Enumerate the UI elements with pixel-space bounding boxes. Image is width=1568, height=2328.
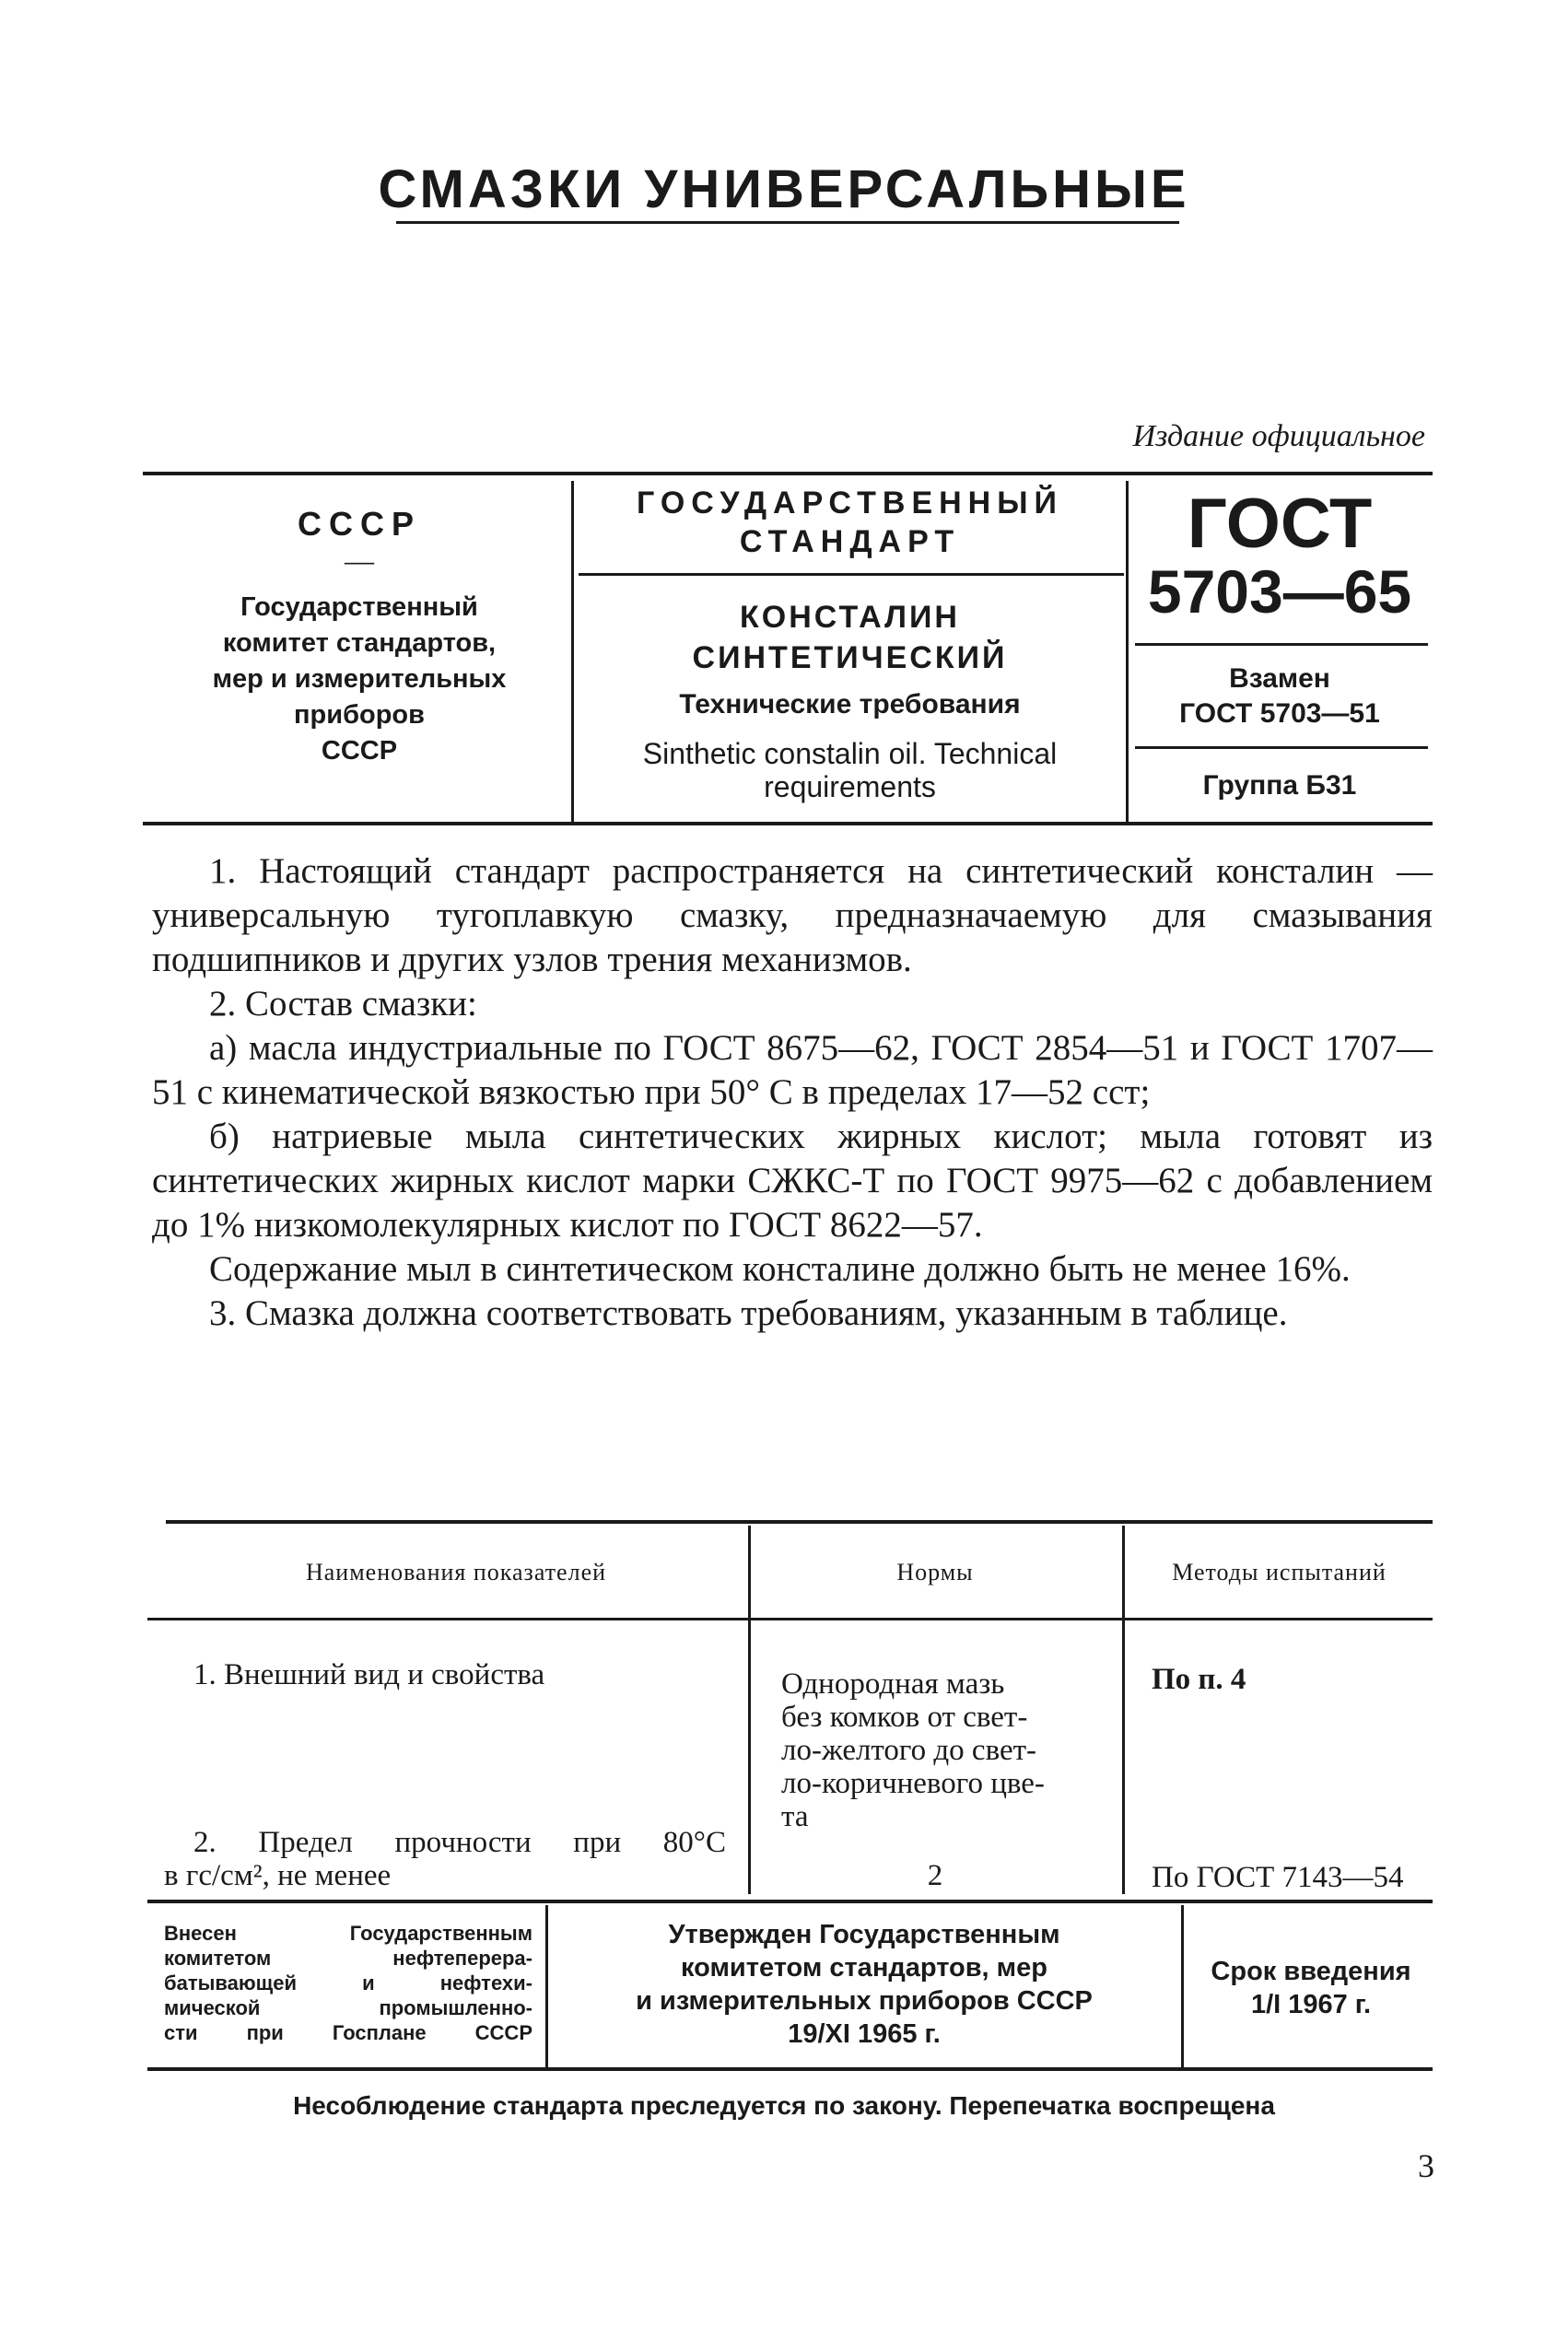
product-name-line: КОНСТАЛИН (740, 600, 960, 635)
committee-line: мер и измерительных (212, 664, 507, 694)
table-header-cell: Методы испытаний (1172, 1559, 1387, 1585)
approved-line: Утвержден Государственным (668, 1920, 1060, 1949)
header-divider-right (1126, 481, 1129, 824)
english-title-line: Sinthetic constalin oil. Technical (642, 737, 1058, 770)
footer-approved (551, 1918, 1177, 2051)
copyright-notice: Несоблюдение стандарта преследуется по закону. Перепечатка воспрещена (293, 2091, 1275, 2120)
approved-line: и измерительных приборов СССР (636, 1986, 1093, 2016)
header-right-rule-1 (1135, 643, 1428, 646)
header-subtitle: Технические требования (679, 689, 1021, 719)
footer-introduced (164, 1921, 532, 2045)
header-replaces (1131, 661, 1428, 731)
effective-line: 1/I 1967 г. (1250, 1990, 1372, 2019)
table-header-cell: Наименования показателей (305, 1559, 607, 1585)
header-standard-type (576, 484, 1124, 561)
table-header-cell: Нормы (896, 1559, 974, 1585)
footer-bottom-rule (147, 2067, 1433, 2071)
standard-type-line: СТАНДАРТ (739, 524, 961, 559)
effective-line: Срок введения (1211, 1957, 1411, 1986)
header-english-title (576, 737, 1124, 803)
replaces-line: Взамен (1229, 663, 1330, 694)
edition-label: Издание официальное (1132, 419, 1425, 453)
approved-line: комитетом стандартов, мер (681, 1953, 1047, 1983)
header-gost-number: 5703—65 (1147, 557, 1412, 626)
footer-effective-date (1187, 1955, 1435, 2021)
introduced-line: комитетом нефтеперера- (164, 1947, 532, 1970)
norm-line: ло-коричневого цве- (781, 1767, 1045, 1800)
body-text (152, 849, 1433, 1336)
paragraph: 3. Смазка должна соответствовать требованиям, указанным в таблице. (209, 1293, 1288, 1333)
introduced-line: мической промышленно- (164, 1996, 532, 2019)
table-cell-method: По п. 4 (1152, 1663, 1246, 1696)
product-name-line: СИНТЕТИЧЕСКИЙ (692, 640, 1008, 675)
norm-line: та (781, 1800, 809, 1833)
introduced-line: Внесен Государственным (164, 1922, 532, 1945)
paragraph: Содержание мыл в синтетическом констaлине должно быть не менее 16%. (209, 1249, 1351, 1289)
header-divider-left (571, 481, 574, 824)
header-bottom-rule (143, 822, 1433, 825)
table-header-rule (147, 1618, 1433, 1620)
committee-line: приборов (294, 700, 425, 730)
header-group: Группа Б31 (1202, 770, 1357, 801)
header-gost-label: ГОСТ (1187, 485, 1373, 563)
paragraph: 1. Настоящий стандарт распространяется на синтетический конcталин — универсальную тугоплавкую смазку, предназначаемую для смазывания подшипников и других узлов трения механизмов. (152, 851, 1433, 979)
paragraph: а) масла индустриальные по ГОСТ 8675—62, ГОСТ 2854—51 и ГОСТ 1707—51 с кинематической вязкостью при 50° С в пределах 17—52 сст; (152, 1028, 1433, 1112)
header-product-name (576, 597, 1124, 678)
table-cell-norm: 2 (927, 1859, 943, 1892)
header-committee (152, 590, 567, 769)
table-cell-name: 1. Внешний вид и свойства (193, 1658, 545, 1691)
page-number: 3 (1418, 2147, 1434, 2184)
table-cell-norm (781, 1667, 1094, 1833)
name-line: 2. Предел прочности при 80°С (193, 1826, 726, 1859)
approved-line: 19/XI 1965 г. (788, 2019, 941, 2049)
table-bottom-rule (147, 1900, 1433, 1903)
paragraph: 2. Состав смазки: (209, 984, 477, 1024)
header-right-rule-2 (1135, 746, 1428, 749)
introduced-line: батывающей и нефтехи- (164, 1971, 532, 1995)
title-underline (396, 221, 1179, 224)
table-cell-method: По ГОСТ 7143—54 (1152, 1861, 1404, 1894)
committee-line: СССР (321, 736, 398, 766)
standard-type-line: ГОСУДАРСТВЕННЫЙ (637, 485, 1063, 521)
header-dash: — (345, 544, 374, 577)
footer-divider-2 (1181, 1905, 1184, 2067)
table-top-rule (166, 1520, 1433, 1524)
header-center-rule (579, 573, 1124, 576)
document-title: СМАЗКИ УНИВЕРСАЛЬНЫЕ (378, 159, 1190, 219)
committee-line: Государственный (240, 592, 478, 622)
replaces-line: ГОСТ 5703—51 (1179, 698, 1380, 729)
committee-line: комитет стандартов, (222, 628, 497, 658)
header-top-rule (143, 472, 1433, 475)
table-divider-2 (1122, 1526, 1125, 1894)
footer-divider-1 (545, 1905, 548, 2067)
paragraph: б) натриевые мыла синтетических жирных кислот; мыла готовят из синтетических жирных кислот марки СЖКС-Т по ГОСТ 9975—62 с добавлением до 1% низкомолекулярных кислот по ГОСТ 8622—57. (152, 1117, 1433, 1245)
norm-line: ло-желтого до свет- (781, 1734, 1037, 1767)
table-cell-name (164, 1826, 726, 1892)
norm-line: Однородная мазь (781, 1667, 1005, 1701)
header-country: СССР (297, 505, 421, 543)
name-line: в гс/см², не менее (164, 1859, 392, 1892)
english-title-line: requirements (764, 770, 936, 803)
norm-line: без комков от свет- (781, 1701, 1028, 1734)
introduced-line: сти при Госплане СССР (164, 2021, 532, 2044)
